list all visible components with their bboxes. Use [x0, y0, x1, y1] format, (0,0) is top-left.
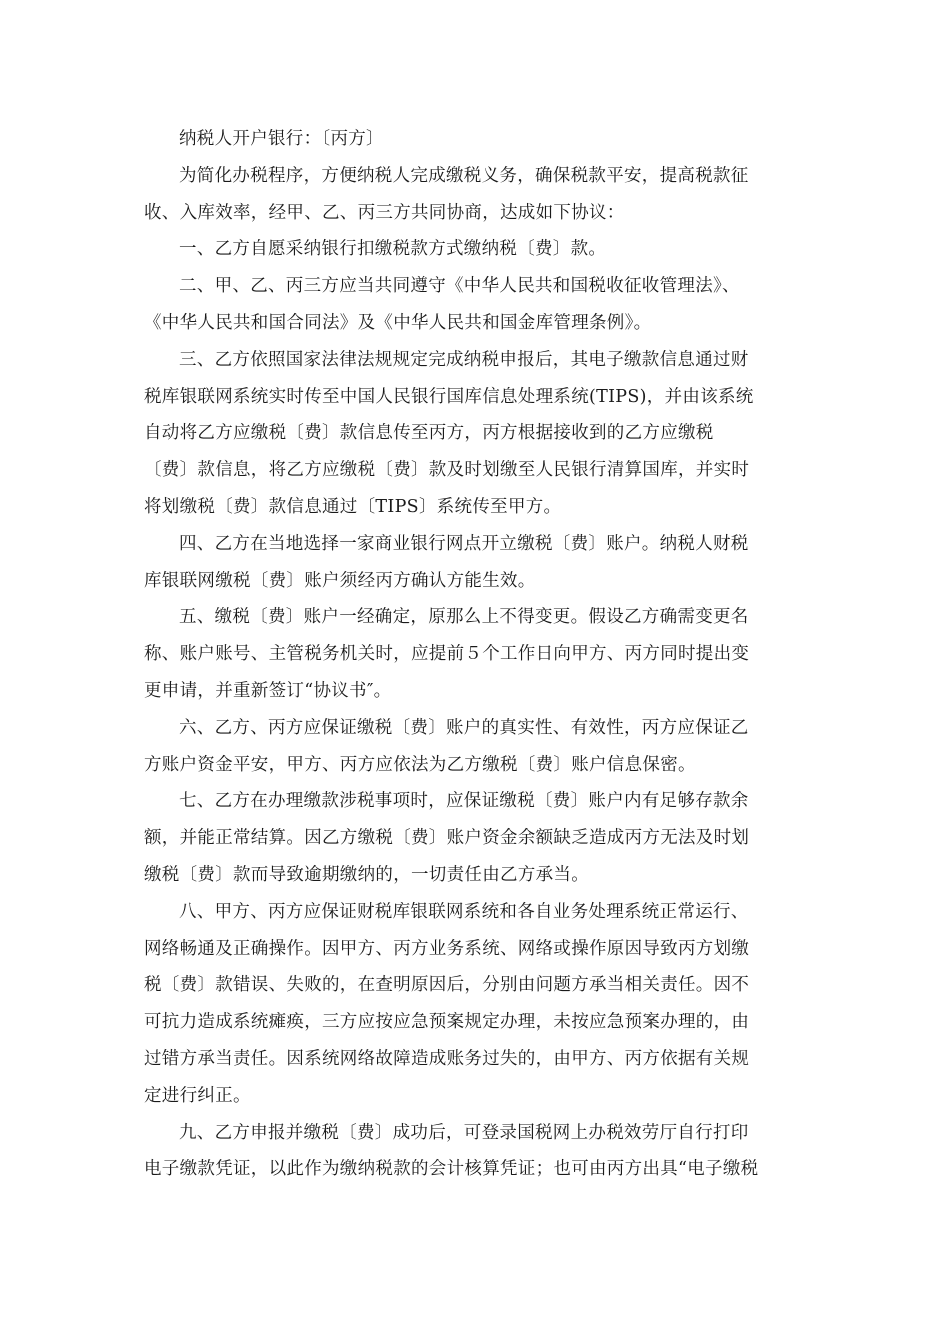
text-line: 六、乙方、丙方应保证缴税〔费〕账户的真实性、有效性，丙方应保证乙 [179, 717, 749, 738]
paragraph-bank-line [144, 121, 800, 158]
text-line: 缴税〔费〕款而导致逾期缴纳的，一切责任由乙方承当。 [144, 864, 589, 885]
paragraph-clause-4 [144, 526, 800, 600]
text-line: 纳税人开户银行：〔丙方〕 [179, 129, 384, 149]
paragraph-clause-8 [144, 894, 800, 1115]
text-line: 网络畅通及正确操作。因甲方、丙方业务系统、网络或操作原因导致丙方划缴 [144, 938, 750, 959]
text-line: 库银联网缴税〔费〕账户须经丙方确认方能生效。 [144, 570, 536, 591]
text-line: 〔费〕款信息，将乙方应缴税〔费〕款及时划缴至人民银行清算国库，并实时 [144, 460, 750, 481]
paragraph-clause-1 [144, 231, 800, 268]
text-line: 电子缴款凭证，以此作为缴纳税款的会计核算凭证；也可由丙方出具“电子缴税 [144, 1159, 759, 1180]
text-line: 可抗力造成系统瘫痪，三方应按应急预案规定办理，未按应急预案办理的，由 [144, 1012, 750, 1033]
paragraph-clause-3 [144, 342, 800, 526]
paragraph-preamble [144, 158, 800, 232]
text-line: 为简化办税程序，方便纳税人完成缴税义务，确保税款平安，提高税款征 [179, 165, 749, 186]
text-line: 七、乙方在办理缴款涉税事项时，应保证缴税〔费〕账户内有足够存款余 [179, 791, 749, 812]
paragraph-clause-7 [144, 783, 800, 893]
text-line: 自动将乙方应缴税〔费〕款信息传至丙方，丙方根据接收到的乙方应缴税 [144, 423, 714, 444]
text-line: 税〔费〕款错误、失败的，在查明原因后，分别由问题方承当相关责任。因不 [144, 975, 750, 996]
text-line: 八、甲方、丙方应保证财税库银联网系统和各自业务处理系统正常运行、 [179, 901, 749, 922]
text-line: 额，并能正常结算。因乙方缴税〔费〕账户资金余额缺乏造成丙方无法及时划 [144, 828, 750, 849]
paragraph-clause-9 [144, 1115, 800, 1189]
text-line: 《中华人民共和国合同法》及《中华人民共和国金库管理条例》。 [144, 312, 652, 333]
text-line: 将划缴税〔费〕款信息通过〔TIPS〕系统传至甲方。 [144, 496, 562, 517]
text-line: 四、乙方在当地选择一家商业银行网点开立缴税〔费〕账户。纳税人财税 [179, 533, 749, 554]
text-line: 五、缴税〔费〕账户一经确定，原那么上不得变更。假设乙方确需变更名 [179, 607, 749, 628]
text-line: 收、入库效率，经甲、乙、丙三方共同协商，达成如下协议： [144, 202, 625, 223]
text-line: 税库银联网系统实时传至中国人民银行国库信息处理系统(TIPS)，并由该系统 [144, 386, 754, 407]
text-line: 九、乙方申报并缴税〔费〕成功后，可登录国税网上办税效劳厅自行打印 [179, 1122, 749, 1143]
paragraph-clause-2 [144, 268, 800, 342]
text-line: 方账户资金平安，甲方、丙方应依法为乙方缴税〔费〕账户信息保密。 [144, 754, 696, 775]
text-line: 二、甲、乙、丙三方应当共同遵守《中华人民共和国税收征收管理法》、 [179, 276, 740, 297]
text-line: 三、乙方依照国家法律法规规定完成纳税申报后，其电子缴款信息通过财 [179, 349, 749, 370]
text-line: 定进行纠正。 [144, 1085, 251, 1106]
paragraph-clause-5 [144, 599, 800, 709]
text-line: 称、账户账号、主管税务机关时，应提前５个工作日向甲方、丙方同时提出变 [144, 644, 750, 665]
document-body [144, 121, 800, 1188]
paragraph-clause-6 [144, 710, 800, 784]
text-line: 更申请，并重新签订“协议书″。 [144, 680, 392, 701]
text-line: 过错方承当责任。因系统网络故障造成账务过失的，由甲方、丙方依据有关规 [144, 1048, 750, 1069]
text-line: 一、乙方自愿采纳银行扣缴税款方式缴纳税〔费〕款。 [179, 239, 607, 260]
